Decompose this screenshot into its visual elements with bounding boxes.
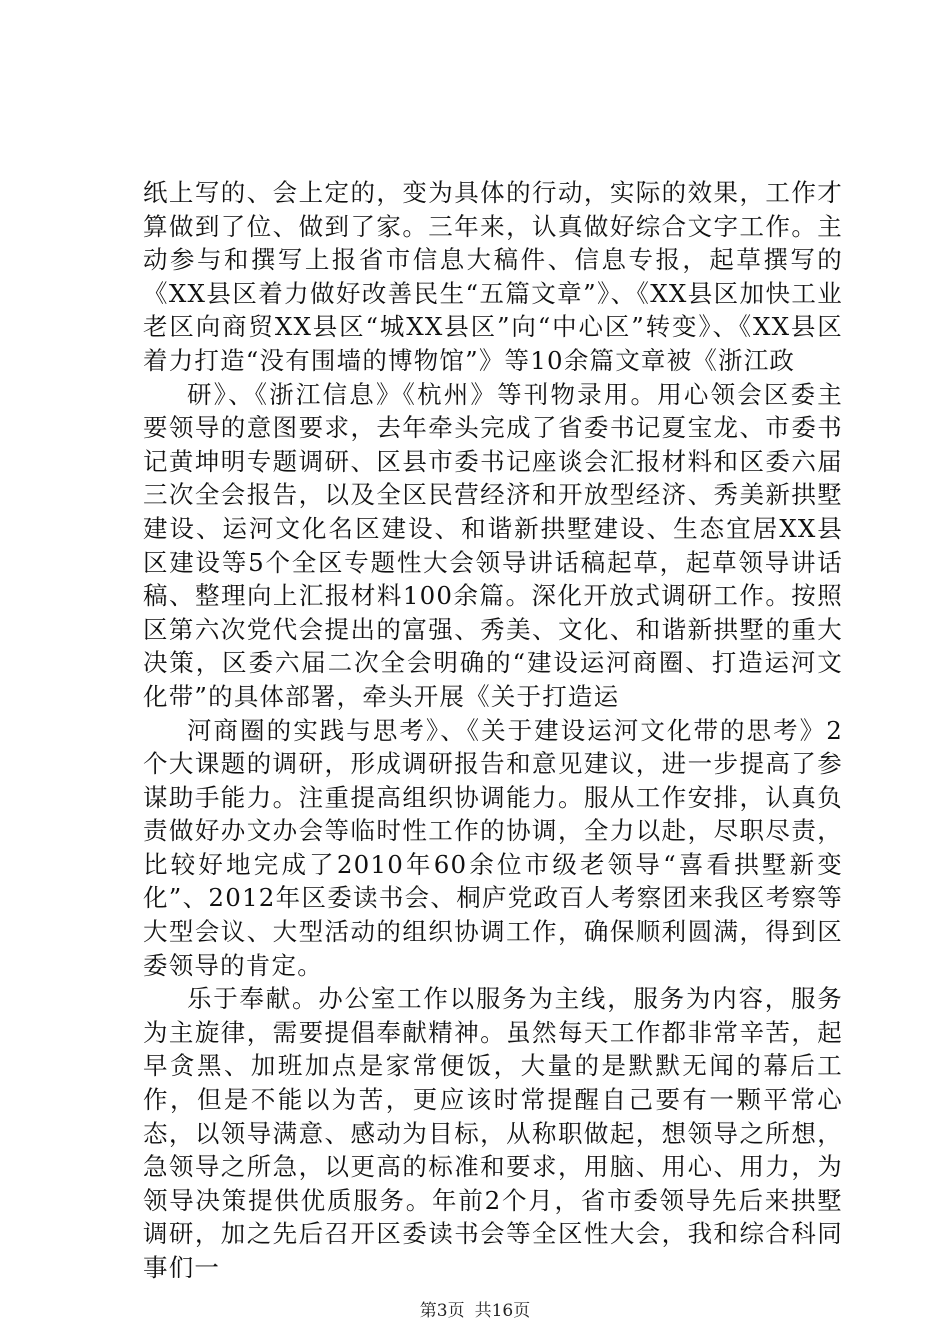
page-total: 共16页 (474, 1301, 531, 1321)
page-number: 第3页 (419, 1301, 465, 1321)
paragraph-4: 乐于奉献。办公室工作以服务为主线，服务为内容，服务为主旋律，需要提倡奉献精神。虽然每天工作都非常辛苦，起早贪黑、加班加点是家常便饭，大量的是默默无闻的幕后工作，但是不能以为苦，更应该时常提醒自己要有一颗平常心态，以领导满意、感动为目标，从称职做起，想领导之所想，急领导之所急，以更高的标准和要求，用脑、用心、用力，为领导决策提供优质服务。年前2个月，省市委领导先后来拱墅调研，加之先后召开区委读书会等全区性大会，我和综合科同事们一 (143, 984, 843, 1282)
paragraph-3: 河商圈的实践与思考》、《关于建设运河文化带的思考》2个大课题的调研，形成调研报告和意见建议，进一步提高了参谋助手能力。注重提高组织协调能力。服从工作安排，认真负责做好办文办会等临时性工作的协调，全力以赴，尽职尽责，比较好地完成了2010年60余位市级老领导“喜看拱墅新变化”、2012年区委读书会、桐庐党政百人考察团来我区考察等大型会议、大型活动的组织协调工作，确保顺利圆满，得到区委领导的肯定。 (143, 715, 843, 980)
paragraph-2: 研》、《浙江信息》《杭州》等刊物录用。用心领会区委主要领导的意图要求，去年牵头完成了省委书记夏宝龙、市委书记黄坤明专题调研、区县市委书记座谈会汇报材料和区委六届三次全会报告，以及全区民营经济和开放型经济、秀美新拱墅建设、运河文化名区建设、和谐新拱墅建设、生态宜居XX县区建设等5个全区专题性大会领导讲话稿起草，起草领导讲话稿、整理向上汇报材料100余篇。深化开放式调研工作。按照区第六次党代会提出的富强、秀美、文化、和谐新拱墅的重大决策，区委六届二次全会明确的“建设运河商圈、打造运河文化带”的具体部署，牵头开展《关于打造运 (143, 379, 843, 711)
page-footer (0, 1296, 950, 1321)
document-body (143, 176, 843, 1285)
paragraph-1: 纸上写的、会上定的，变为具体的行动，实际的效果，工作才算做到了位、做到了家。三年来，认真做好综合文字工作。主动参与和撰写上报省市信息大稿件、信息专报，起草撰写的《XX县区着力做好改善民生“五篇文章”》、《XX县区加快工业老区向商贸XX县区“城XX县区”向“中心区”转变》、《XX县区着力打造“没有围墙的博物馆”》等10余篇文章被《浙江政 (143, 178, 843, 375)
